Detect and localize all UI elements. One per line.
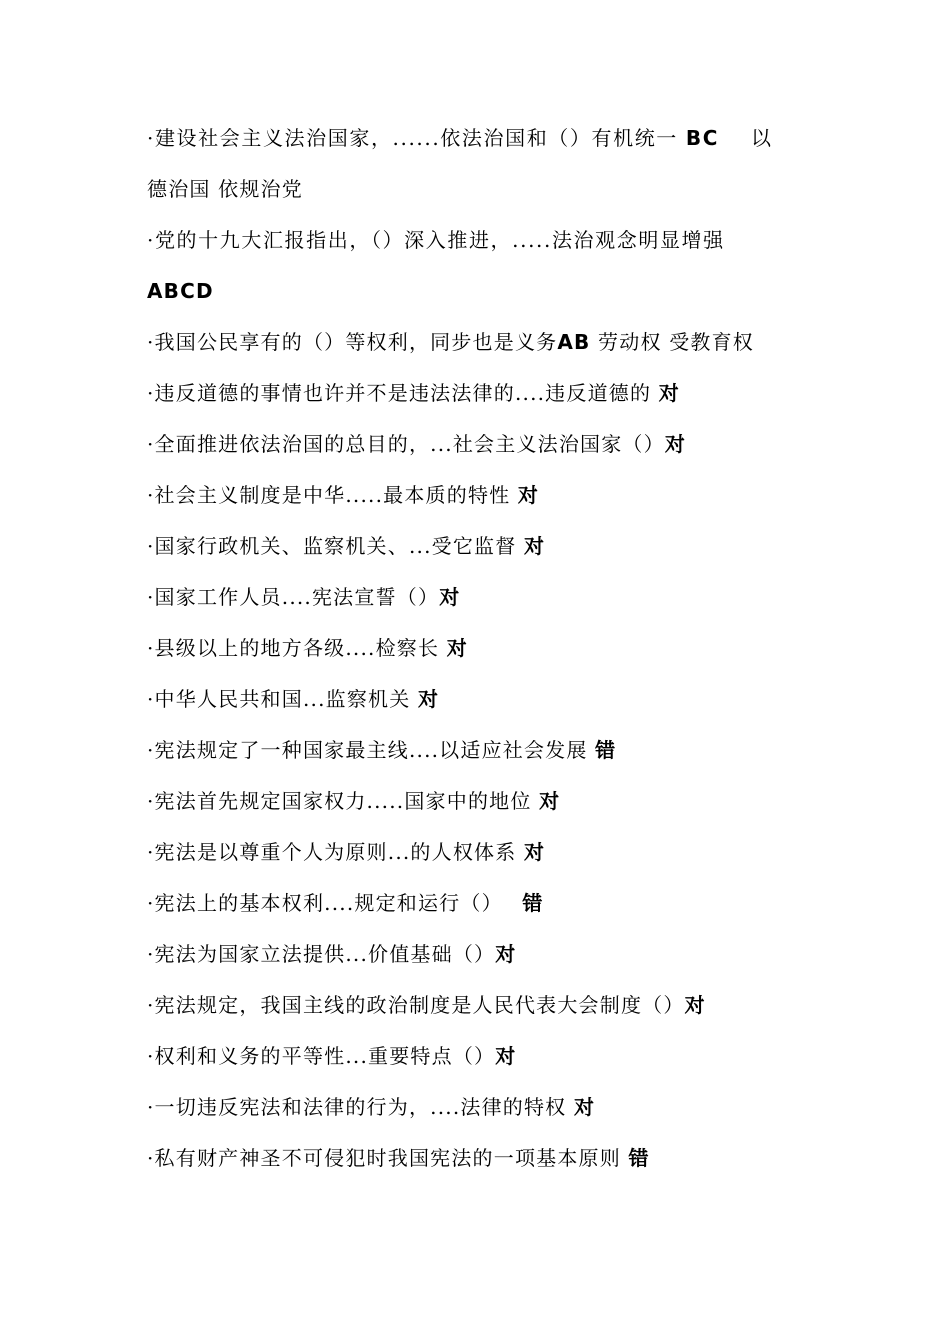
answer-text: 错 xyxy=(628,1146,650,1170)
answer-text: 对 xyxy=(524,534,546,558)
question-text: ·建设社会主义法治国家，......依法治国和（）有机统一 xyxy=(147,126,678,150)
answer-text: 对 xyxy=(539,789,561,813)
list-item xyxy=(147,832,817,883)
question-text: ·我国公民享有的（）等权利，同步也是义务 xyxy=(147,330,558,354)
question-text: ·一切违反宪法和法律的行为，....法律的特权 xyxy=(147,1095,567,1119)
list-item xyxy=(147,985,817,1036)
list-item xyxy=(147,577,817,628)
list-item xyxy=(147,1036,817,1087)
answer-text: 错 xyxy=(595,738,617,762)
answer-text: AB xyxy=(557,330,591,354)
question-text: ·权利和义务的平等性...重要特点（） xyxy=(147,1044,496,1068)
list-item xyxy=(147,934,817,985)
list-item xyxy=(147,271,817,322)
question-text: ·全面推进依法治国的总目的，...社会主义法治国家（） xyxy=(147,432,665,456)
question-text: ·社会主义制度是中华.....最本质的特性 xyxy=(147,483,511,507)
answer-text: 对 xyxy=(446,636,468,660)
list-item xyxy=(147,730,817,781)
list-item xyxy=(147,628,817,679)
list-item xyxy=(147,118,817,169)
question-text: ·县级以上的地方各级....检察长 xyxy=(147,636,440,660)
answer-text: 对 xyxy=(517,483,540,507)
question-text: 德治国 依规治党 xyxy=(147,177,303,201)
answer-text: 对 xyxy=(684,993,706,1017)
answer-text: 对 xyxy=(664,432,687,456)
list-item xyxy=(147,883,817,934)
answer-text: BC xyxy=(685,126,719,150)
question-text: ·宪法为国家立法提供...价值基础（） xyxy=(147,942,496,966)
list-item xyxy=(147,424,817,475)
list-item xyxy=(147,526,817,577)
list-item xyxy=(147,1087,817,1138)
answer-text: 对 xyxy=(524,840,546,864)
question-tail: 劳动权 受教育权 xyxy=(598,330,755,354)
question-text: ·党的十九大汇报指出，（）深入推进，.....法治观念明显增强 xyxy=(147,228,725,252)
question-text: ·宪法规定，我国主线的政治制度是人民代表大会制度（） xyxy=(147,993,685,1017)
answer-text: 对 xyxy=(573,1095,596,1119)
question-text: ·违反道德的事情也许并不是违法法律的....违反道德的 xyxy=(147,381,652,405)
list-item xyxy=(147,373,817,424)
question-text: ·私有财产神圣不可侵犯时我国宪法的一项基本原则 xyxy=(147,1146,621,1170)
question-text: ·国家行政机关、监察机关、...受它监督 xyxy=(147,534,517,558)
list-item xyxy=(147,475,817,526)
answer-text: 对 xyxy=(418,687,440,711)
question-list xyxy=(147,118,817,1189)
list-item xyxy=(147,679,817,730)
list-item xyxy=(147,1138,817,1189)
question-text: ·宪法首先规定国家权力.....国家中的地位 xyxy=(147,789,532,813)
list-item xyxy=(147,169,817,220)
list-item xyxy=(147,781,817,832)
list-item xyxy=(147,322,817,373)
question-text: ·宪法是以尊重个人为原则...的人权体系 xyxy=(147,840,517,864)
question-text: ·宪法上的基本权利....规定和运行（） xyxy=(147,891,503,915)
answer-text: 错 xyxy=(522,891,544,915)
answer-text: 对 xyxy=(495,942,517,966)
question-text: ·中华人民共和国...监察机关 xyxy=(147,687,411,711)
answer-text: 对 xyxy=(439,585,461,609)
answer-text: 对 xyxy=(495,1044,517,1068)
question-text: ·宪法规定了一种国家最主线....以适应社会发展 xyxy=(147,738,588,762)
question-text: ·国家工作人员....宪法宣誓（） xyxy=(147,585,440,609)
list-item xyxy=(147,220,817,271)
answer-text: 对 xyxy=(658,381,680,405)
question-tail: 以 xyxy=(750,126,773,150)
answer-text: ABCD xyxy=(147,279,214,303)
